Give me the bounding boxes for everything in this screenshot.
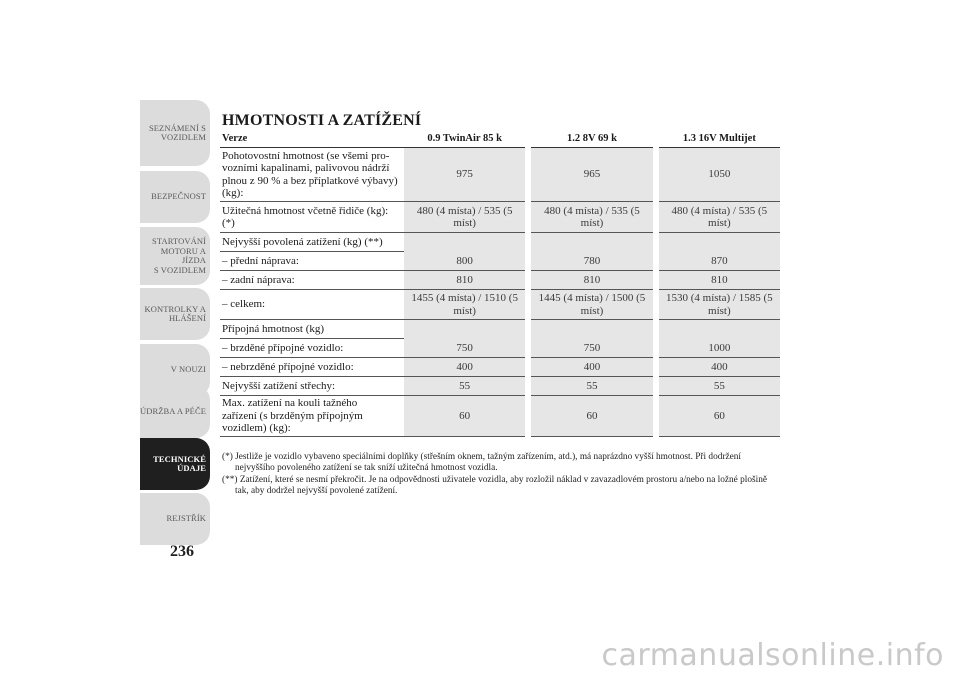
cell-value: 750 — [404, 339, 525, 358]
footnote: (**) Zatížení, které se nesmí překročit. Je na odpovědnosti uživatele vozidla, aby rozložil náklad v zavazadlovém prostoru a/nebo na ložné plošině tak, aby dodržel nejvyšší povolené zatížení. — [222, 475, 767, 496]
cell-value — [531, 320, 652, 339]
cell-value — [659, 233, 780, 252]
cell-value — [404, 233, 525, 252]
table-row — [220, 339, 780, 358]
tab-rejstrik[interactable]: REJSTŘÍK — [140, 493, 210, 545]
cell-value: 60 — [404, 396, 525, 437]
table-row — [220, 271, 780, 290]
table-row — [220, 252, 780, 271]
weights-table — [220, 130, 780, 437]
cell-value: 780 — [531, 252, 652, 271]
cell-value — [659, 320, 780, 339]
table-row — [220, 396, 780, 437]
table-row — [220, 358, 780, 377]
table-row — [220, 377, 780, 396]
cell-value: 870 — [659, 252, 780, 271]
table-row — [220, 233, 780, 252]
column-header-1-3-multijet: 1.3 16V Multijet — [659, 130, 780, 148]
cell-value: 810 — [659, 271, 780, 290]
table-row — [220, 290, 780, 320]
table-header-row — [220, 130, 780, 148]
cell-value: 400 — [659, 358, 780, 377]
row-label: Nejvyšší povolená zatížení (kg) (**) — [220, 233, 404, 252]
row-label: Nejvyšší zatížení střechy: — [220, 377, 404, 396]
cell-value: 1455 (4 místa) / 1510 (5 míst) — [404, 290, 525, 320]
cell-value: 1000 — [659, 339, 780, 358]
cell-value: 800 — [404, 252, 525, 271]
cell-value: 480 (4 místa) / 535 (5 míst) — [531, 202, 652, 233]
cell-value: 480 (4 místa) / 535 (5 míst) — [404, 202, 525, 233]
cell-value: 810 — [531, 271, 652, 290]
tab-v-nouzi[interactable]: V NOUZI — [140, 344, 210, 396]
column-header-0-9-twinair: 0.9 TwinAir 85 k — [404, 130, 525, 148]
footnote: (*) Jestliže je vozidlo vybaveno speciálními doplňky (střešním oknem, tažným zařízením, atd.), má naprázdno vyšší hmotnost. Při dodržení nejvyššího povoleného zatížení se tak sníží užitečná hmotnost vozidla. — [222, 452, 741, 473]
table-row — [220, 202, 780, 233]
cell-value: 55 — [531, 377, 652, 396]
cell-value: 1050 — [659, 148, 780, 202]
cell-value: 750 — [531, 339, 652, 358]
row-label: Max. zatížení na kouli tažného zařízení (s brzděným přípojným vozidlem) (kg): — [220, 396, 404, 437]
row-label: – nebrzděné přípojné vozidlo: — [220, 358, 404, 377]
column-header-version: Verze — [220, 130, 404, 148]
cell-value: 1530 (4 místa) / 1585 (5 míst) — [659, 290, 780, 320]
cell-value: 60 — [659, 396, 780, 437]
cell-value: 480 (4 místa) / 535 (5 míst) — [659, 202, 780, 233]
tab-udrzba-a-pece[interactable]: ÚDRŽBA A PÉČE — [140, 386, 210, 438]
cell-value: 975 — [404, 148, 525, 202]
watermark: carmanualsonline.info — [601, 638, 944, 673]
tab-bezpecnost[interactable]: BEZPEČNOST — [140, 171, 210, 223]
row-label: Přípojná hmotnost (kg) — [220, 320, 404, 339]
tab-seznameni-s-vozidlem[interactable]: SEZNÁMENÍ S VOZIDLEM — [140, 100, 210, 166]
row-label: Pohotovostní hmotnost (se všemi pro- vozními kapalinami, palivovou nádrží plnou z 90 % a bez příplatkové výbavy) (kg): — [220, 148, 404, 202]
row-label: – celkem: — [220, 290, 404, 320]
cell-value: 965 — [531, 148, 652, 202]
cell-value — [404, 320, 525, 339]
cell-value: 810 — [404, 271, 525, 290]
page-title: HMOTNOSTI A ZATÍŽENÍ — [222, 112, 422, 129]
table-row — [220, 148, 780, 202]
row-label: – přední náprava: — [220, 252, 404, 271]
cell-value: 400 — [404, 358, 525, 377]
cell-value: 1445 (4 místa) / 1500 (5 míst) — [531, 290, 652, 320]
cell-value: 55 — [404, 377, 525, 396]
cell-value: 55 — [659, 377, 780, 396]
page-number: 236 — [170, 543, 194, 560]
row-label: Užitečná hmotnost včetně řidiče (kg): (*) — [220, 202, 404, 233]
row-label: – brzděné přípojné vozidlo: — [220, 339, 404, 358]
table-row — [220, 320, 780, 339]
cell-value: 400 — [531, 358, 652, 377]
footnotes — [222, 452, 782, 498]
column-header-1-2-8v: 1.2 8V 69 k — [531, 130, 652, 148]
tab-technicke-udaje[interactable]: TECHNICKÉ ÚDAJE — [140, 438, 210, 490]
row-label: – zadní náprava: — [220, 271, 404, 290]
cell-value: 60 — [531, 396, 652, 437]
tab-kontrolky-a-hlaseni[interactable]: KONTROLKY A HLÁŠENÍ — [140, 288, 210, 340]
tab-startovani-motoru[interactable]: STARTOVÁNÍ MOTORU A JÍZDA S VOZIDLEM — [140, 227, 210, 285]
cell-value — [531, 233, 652, 252]
